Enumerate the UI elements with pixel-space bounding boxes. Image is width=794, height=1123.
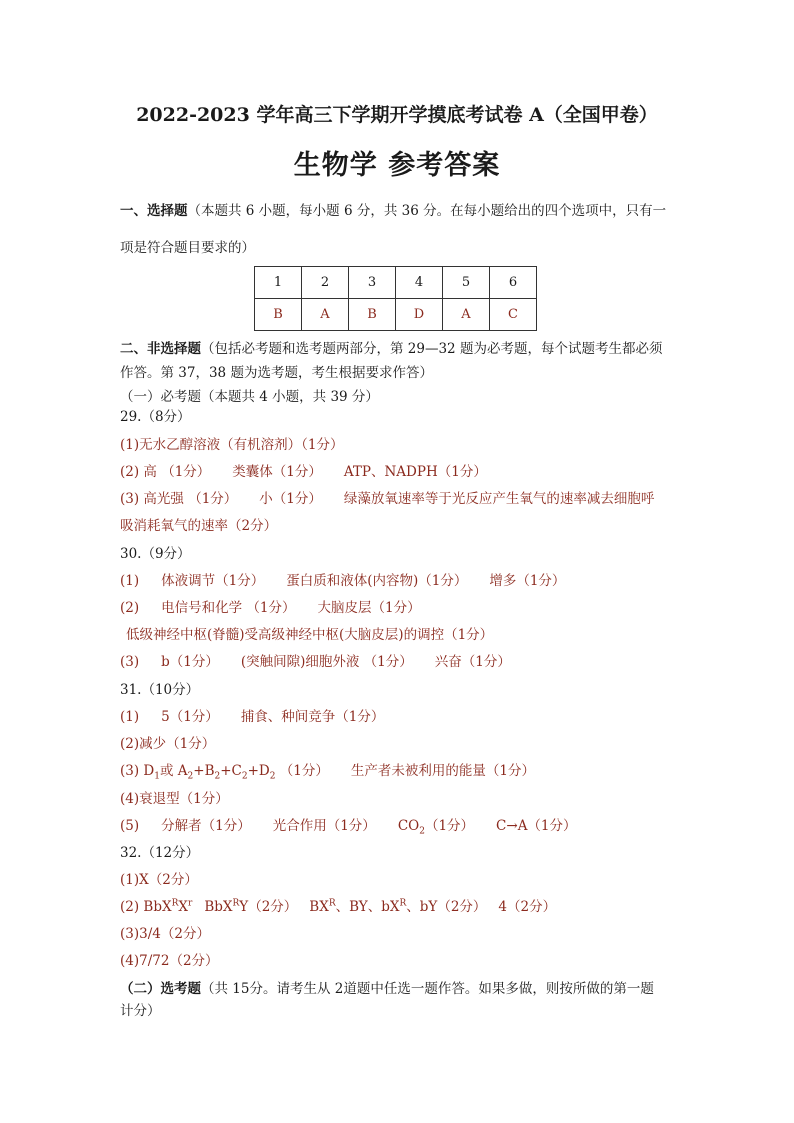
answer-part: (3) 高光强 （1分）	[120, 491, 238, 507]
subscript: 2	[269, 771, 276, 782]
answer-part: CO	[397, 818, 420, 834]
answer-part: C→A（1分）	[496, 818, 577, 834]
q30-answer-2-cont: 低级神经中枢(脊髓)受高级神经中枢(大脑皮层)的调控（1分）	[126, 627, 494, 643]
answer-part: BbX	[204, 899, 233, 915]
exam-title: 2022-2023 学年高三下学期开学摸底考试卷 A（全国甲卷）	[136, 104, 658, 126]
q31-answer-1	[120, 705, 384, 725]
answer-part: ATP、NADPH（1分）	[343, 464, 487, 480]
answer-part: (突触间隙)细胞外液 （1分）	[240, 654, 413, 670]
answer-part: 兴奋（1分）	[434, 654, 511, 670]
q29-answer-3	[120, 487, 654, 507]
answer-part: （1分）	[275, 763, 329, 779]
answer-table-answer-row	[255, 299, 537, 331]
section3-heading: （二）选考题	[120, 981, 201, 997]
answer-part: 类囊体（1分）	[232, 464, 322, 480]
question-31-label: 31.（10分）	[120, 682, 200, 698]
answer-part: +D	[247, 763, 270, 779]
section2-desc-cont: 作答。第 37，38 题为选考题，考生根据要求作答）	[120, 365, 433, 381]
section3-intro	[120, 977, 654, 997]
section2-heading: 二、非选择题	[120, 341, 201, 357]
q30-answer-3	[120, 650, 511, 670]
answer-part: 、bY（2分）	[406, 899, 487, 915]
q31-answer-3	[120, 759, 535, 782]
q31-answer-5	[120, 814, 577, 837]
answer-table	[254, 266, 537, 331]
answer-part: 蛋白质和液体(内容物)（1分）	[286, 573, 468, 589]
question-number-cell: 1	[255, 267, 302, 299]
answer-part: 生产者未被利用的能量（1分）	[350, 763, 535, 779]
superscript: r	[188, 898, 193, 909]
question-32-label: 32.（12分）	[120, 845, 200, 861]
answer-number: (5)	[120, 818, 140, 834]
question-29-label: 29.（8分）	[120, 409, 191, 425]
answer-part: +C	[220, 763, 242, 779]
q29-answer-3-cont: 吸消耗氧气的速率（2分）	[120, 518, 278, 534]
answer-part: 光合作用（1分）	[272, 818, 376, 834]
answer-part: BX	[309, 899, 329, 915]
answer-part: (2) BbX	[120, 899, 172, 915]
answer-part: 大脑皮层（1分）	[317, 600, 421, 616]
q32-answer-3: (3)3/4（2分）	[120, 926, 210, 942]
answer-part: (2) 高 （1分）	[120, 464, 211, 480]
answer-table-number-row	[255, 267, 537, 299]
question-number-cell: 2	[302, 267, 349, 299]
section1-heading: 一、选择题	[120, 203, 188, 219]
subscript: 2	[241, 771, 248, 782]
q32-answer-1: (1)X（2分）	[120, 872, 198, 888]
required-questions-heading: （一）必考题（本题共 4 小题，共 39 分）	[120, 389, 379, 405]
superscript: R	[171, 898, 179, 909]
answer-number: (3)	[120, 654, 140, 670]
question-number-cell: 4	[396, 267, 443, 299]
answer-number: (1)	[120, 709, 140, 725]
superscript: R	[399, 898, 407, 909]
subscript: 2	[214, 771, 221, 782]
section2-intro	[120, 337, 662, 357]
answer-number: (1)	[120, 573, 140, 589]
answer-part: 绿藻放氧速率等于光反应产生氧气的速率减去细胞呼	[343, 491, 655, 507]
answer-part: 5（1分）	[161, 709, 219, 725]
question-number-cell: 5	[443, 267, 490, 299]
answer-part: +B	[193, 763, 215, 779]
section1-intro	[120, 199, 666, 219]
answer-part: 体液调节（1分）	[161, 573, 265, 589]
answer-cell: D	[396, 299, 443, 331]
q29-answer-2	[120, 460, 487, 480]
answer-part: 4（2分）	[498, 899, 557, 915]
q32-answer-2	[120, 895, 556, 915]
answer-cell: A	[302, 299, 349, 331]
question-number-cell: 6	[490, 267, 537, 299]
answer-part: 分解者（1分）	[161, 818, 251, 834]
answer-cell: B	[349, 299, 396, 331]
answer-part: 电信号和化学 （1分）	[161, 600, 296, 616]
answer-part: 、BY、bX	[335, 899, 400, 915]
section2-desc: （包括必考题和选考题两部分，第 29—32 题为必考题，每个试题考生都必须	[201, 341, 663, 357]
answer-cell: C	[490, 299, 537, 331]
subscript: 1	[154, 771, 160, 782]
answer-part: 小（1分）	[259, 491, 322, 507]
answer-part: (3) D	[120, 763, 155, 779]
answer-part: 捕食、种间竞争（1分）	[240, 709, 385, 725]
question-30-label: 30.（9分）	[120, 546, 191, 562]
answer-part: X	[178, 899, 188, 915]
question-number-cell: 3	[349, 267, 396, 299]
q30-answer-1	[120, 569, 565, 589]
superscript: R	[328, 898, 336, 909]
answer-cell: B	[255, 299, 302, 331]
q30-answer-2	[120, 596, 421, 616]
superscript: R	[232, 898, 240, 909]
answer-part: b（1分）	[161, 654, 219, 670]
q31-answer-4: (4)衰退型（1分）	[120, 791, 229, 807]
answer-number: (2)	[120, 600, 140, 616]
answer-part: （1分）	[424, 818, 475, 834]
exam-subtitle: 生物学 参考答案	[293, 150, 501, 181]
q29-answer-1: (1)无水乙醇溶液（有机溶剂）（1分）	[120, 437, 344, 453]
answer-part: Y（2分）	[239, 899, 298, 915]
section3-desc: （共 15分。请考生从 2道题中任选一题作答。如果多做，则按所做的第一题	[201, 981, 654, 997]
answer-part: 增多（1分）	[489, 573, 566, 589]
answer-part: 或 A	[159, 763, 188, 779]
subscript: 2	[419, 826, 425, 837]
answer-cell: A	[443, 299, 490, 331]
section3-desc-cont: 计分）	[120, 1003, 161, 1019]
section1-desc-cont: 项是符合题目要求的）	[120, 240, 255, 256]
q32-answer-4: (4)7/72（2分）	[120, 953, 219, 969]
q31-answer-2: (2)减少（1分）	[120, 736, 216, 752]
section1-desc: （本题共 6 小题，每小题 6 分，共 36 分。在每小题给出的四个选项中，只有一	[187, 203, 667, 219]
subscript: 2	[187, 771, 194, 782]
